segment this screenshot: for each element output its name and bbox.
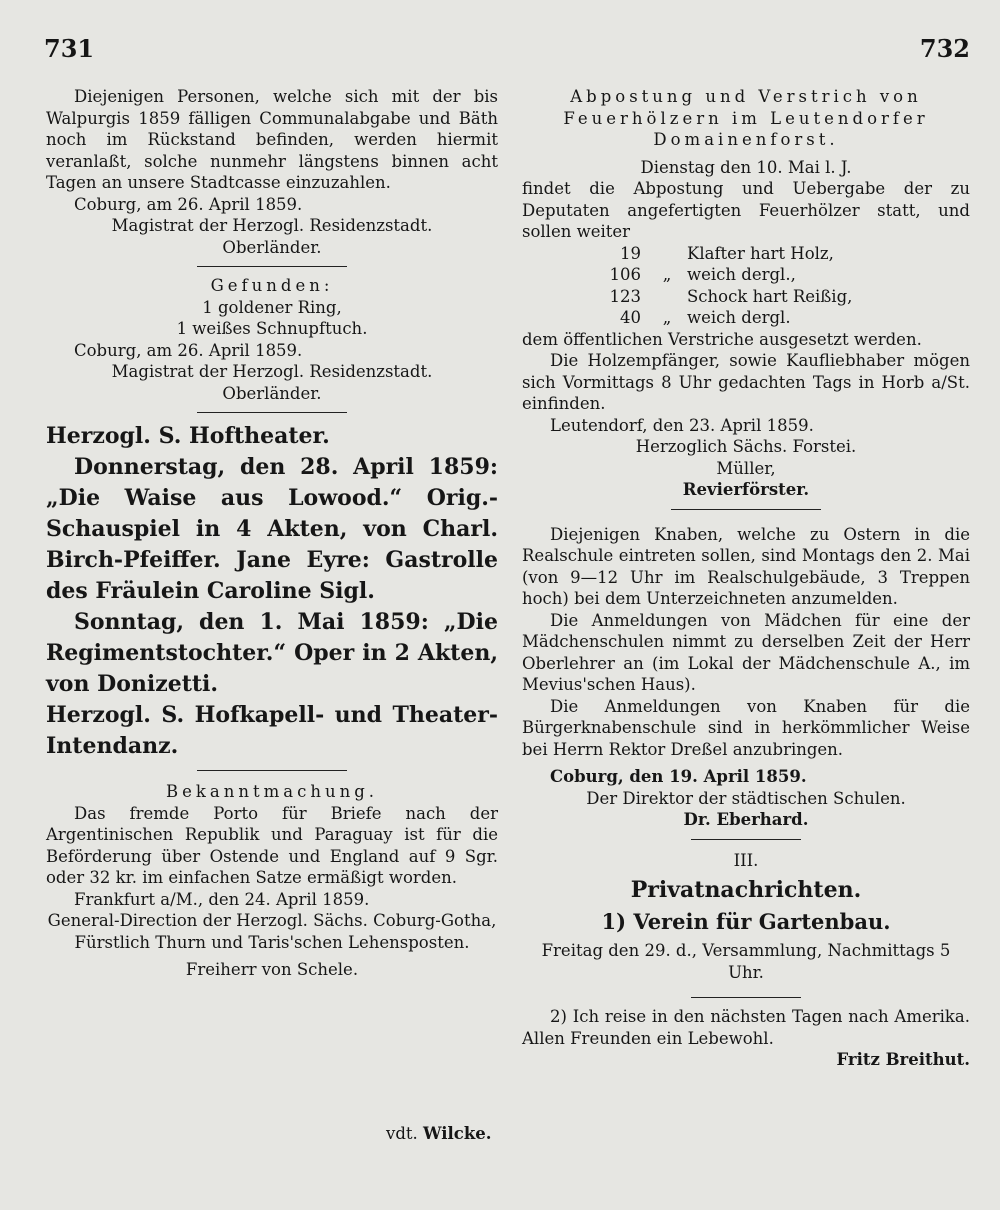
section-title: Privatnachrichten.	[630, 877, 862, 903]
wood-desc: Schock hart Reißig,	[687, 286, 853, 306]
tax-notice-signature: Oberländer.	[222, 237, 322, 257]
wood-qty: 106	[609, 265, 641, 284]
club-heading	[522, 909, 970, 934]
wood-qty: 19	[620, 243, 641, 263]
wood-heading: Abpostung und Verstrich von Feuerhölzern im Leutendorfer Domainenforst.	[563, 87, 929, 149]
announcement-text: Das fremde Porto für Briefe nach der Argentinischen Republik und Paraguay ist für die Beförderung über Ostende und England auf 9 Sgr. oder 32 kr. im einfachen Satze ermäßigt worden.	[46, 803, 498, 887]
found-place-date: Coburg, am 26. April 1859.	[74, 340, 303, 360]
found-item: 1 weißes Schnupftuch.	[176, 319, 368, 338]
right-column	[522, 86, 970, 1071]
wood-desc: weich dergl.,	[687, 265, 796, 284]
vdt-name: Wilcke.	[423, 1124, 492, 1143]
announcement-signature: Freiherr von Schele.	[185, 960, 359, 979]
left-column	[46, 86, 498, 981]
wood-desc: Klafter hart Holz,	[687, 243, 834, 263]
school-authority: Der Direktor der städtischen Schulen.	[586, 788, 906, 808]
vdt-label: vdt.	[386, 1124, 418, 1143]
found-signature: Oberländer.	[222, 383, 322, 403]
wood-place-date: Leutendorf, den 23. April 1859.	[550, 415, 814, 435]
vdt-line	[386, 1124, 492, 1143]
farewell-signature: Fritz Breithut.	[836, 1050, 970, 1069]
theater-show-2: Sonntag, den 1. Mai 1859: „Die Regimentstochter.“ Oper in 2 Akten, von Donizetti.	[46, 609, 498, 697]
wood-mark	[647, 286, 687, 308]
wood-qty: 123	[609, 286, 641, 306]
club-title: Verein für Gartenbau.	[633, 909, 891, 934]
club-text: Freitag den 29. d., Versammlung, Nachmittags 5 Uhr.	[541, 941, 951, 982]
wood-desc: weich dergl.	[687, 308, 791, 327]
theater-heading: Herzogl. S. Hoftheater.	[46, 423, 330, 449]
wood-authority: Herzoglich Sächs. Forstei.	[635, 437, 857, 456]
found-heading: Gefunden:	[210, 276, 334, 295]
divider	[671, 509, 821, 510]
wood-buyers: Die Holzempfänger, sowie Kaufliebhaber mögen sich Vormittags 8 Uhr gedachten Tags in Horb a/St. einfinden.	[522, 351, 970, 413]
theater-show-1: Donnerstag, den 28. April 1859: „Die Waise aus Lowood.“ Orig.-Schauspiel in 4 Akten, von Charl. Birch-Pfeiffer. Jane Eyre: Gastrolle des Fräulein Caroline Sigl.	[46, 454, 498, 604]
theater-signature: Herzogl. S. Hofkapell- und Theater-Intendanz.	[46, 702, 498, 759]
wood-mark: „	[662, 265, 672, 284]
page-number-right: 732	[919, 34, 970, 63]
wood-mark: „	[662, 308, 672, 327]
divider	[197, 412, 347, 413]
school-signature: Dr. Eberhard.	[683, 810, 809, 829]
club-number: 1)	[601, 909, 627, 934]
school-paragraph-1: Diejenigen Knaben, welche zu Ostern in die Realschule eintreten sollen, sind Montags den 2. Mai (von 9—12 Uhr im Realschulgebäude, 3 Treppen hoch) bei dem Unterzeichneten anzumelden.	[522, 524, 970, 608]
divider	[197, 770, 347, 771]
found-item: 1 goldener Ring,	[202, 297, 342, 317]
wood-intro: findet die Abpostung und Uebergabe der zu Deputaten angefertigten Feuerhölzer statt, und sollen weiter	[522, 179, 970, 241]
divider	[197, 266, 347, 267]
tax-notice-place-date: Coburg, am 26. April 1859.	[74, 194, 303, 214]
school-paragraph-3: Die Anmeldungen von Knaben für die Bürgerknabenschule sind in herkömmlicher Weise bei Herrn Rektor Dreßel anzubringen.	[522, 696, 970, 759]
school-place-date: Coburg, den 19. April 1859.	[550, 767, 807, 786]
farewell-text: 2) Ich reise in den nächsten Tagen nach Amerika. Allen Freunden ein Lebewohl.	[522, 1007, 970, 1048]
wood-qty: 40	[620, 308, 641, 327]
wood-outro: dem öffentlichen Verstriche ausgesetzt werden.	[522, 329, 922, 349]
announcement-place-date: Frankfurt a/M., den 24. April 1859.	[74, 889, 370, 909]
wood-table	[607, 243, 970, 329]
wood-date: Dienstag den 10. Mai l. J.	[640, 157, 852, 177]
school-paragraph-2: Die Anmeldungen von Mädchen für eine der Mädchenschulen nimmt zu derselben Zeit der Herr Oberlehrer an (im Lokal der Mädchenschule A., im Mevius'schen Haus).	[522, 610, 970, 694]
found-authority: Magistrat der Herzogl. Residenzstadt.	[111, 362, 433, 381]
page-number-left: 731	[44, 34, 95, 63]
divider	[691, 839, 801, 840]
announcement-heading: Bekanntmachung.	[165, 782, 379, 801]
section-number: III.	[733, 850, 759, 870]
wood-mark	[647, 243, 687, 265]
divider	[691, 997, 801, 998]
tax-notice-authority: Magistrat der Herzogl. Residenzstadt.	[111, 216, 433, 235]
announcement-authority: General-Direction der Herzogl. Sächs. Coburg-Gotha, Fürstlich Thurn und Taris'schen Lehensposten.	[47, 911, 497, 952]
wood-signature-name: Müller,	[716, 458, 776, 478]
tax-notice-text: Diejenigen Personen, welche sich mit der bis Walpurgis 1859 fälligen Communalabgabe und Bäth noch im Rückstand befinden, werden hiermit veranlaßt, solche nunmehr längstens binnen acht Tagen an unsere Stadtcasse einzuzahlen.	[46, 87, 498, 192]
wood-signature-title: Revierförster.	[682, 480, 810, 499]
